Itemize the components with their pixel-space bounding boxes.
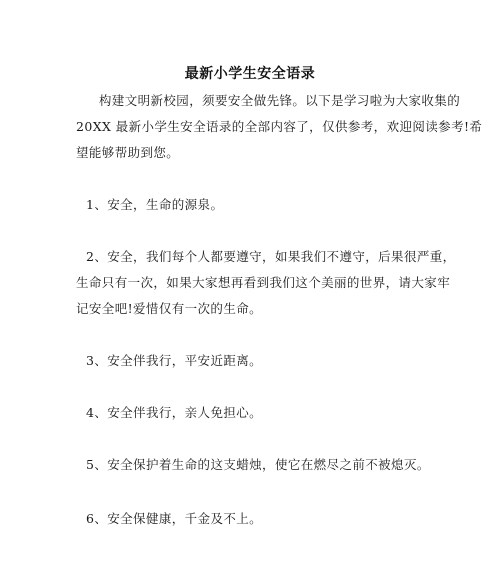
list-item-continuation: 生命只有一次，如果大家想再看到我们这个美丽的世界，请大家牢 bbox=[76, 275, 451, 290]
document-title: 最新小学生安全语录 bbox=[184, 66, 316, 82]
list-item: 6、安全保健康，千金及不上。 bbox=[86, 511, 263, 526]
intro-line: 20XX 最新小学生安全语录的全部内容了，仅供参考，欢迎阅读参考!希 bbox=[76, 119, 483, 134]
list-item: 2、安全，我们每个人都要遵守，如果我们不遵守，后果很严重， bbox=[86, 249, 456, 264]
list-item: 4、安全伴我行，亲人免担心。 bbox=[86, 405, 263, 420]
list-item: 3、安全伴我行，平安近距离。 bbox=[86, 353, 263, 368]
list-item-continuation: 记安全吧!爱惜仅有一次的生命。 bbox=[76, 301, 263, 316]
intro-line: 构建文明新校园，须要安全做先锋。以下是学习啦为大家收集的 bbox=[86, 93, 461, 108]
list-item: 5、安全保护着生命的这支蜡烛，使它在燃尽之前不被熄灭。 bbox=[86, 457, 430, 472]
list-item: 1、安全，生命的源泉。 bbox=[86, 197, 224, 212]
intro-line: 望能够帮助到您。 bbox=[76, 145, 180, 160]
